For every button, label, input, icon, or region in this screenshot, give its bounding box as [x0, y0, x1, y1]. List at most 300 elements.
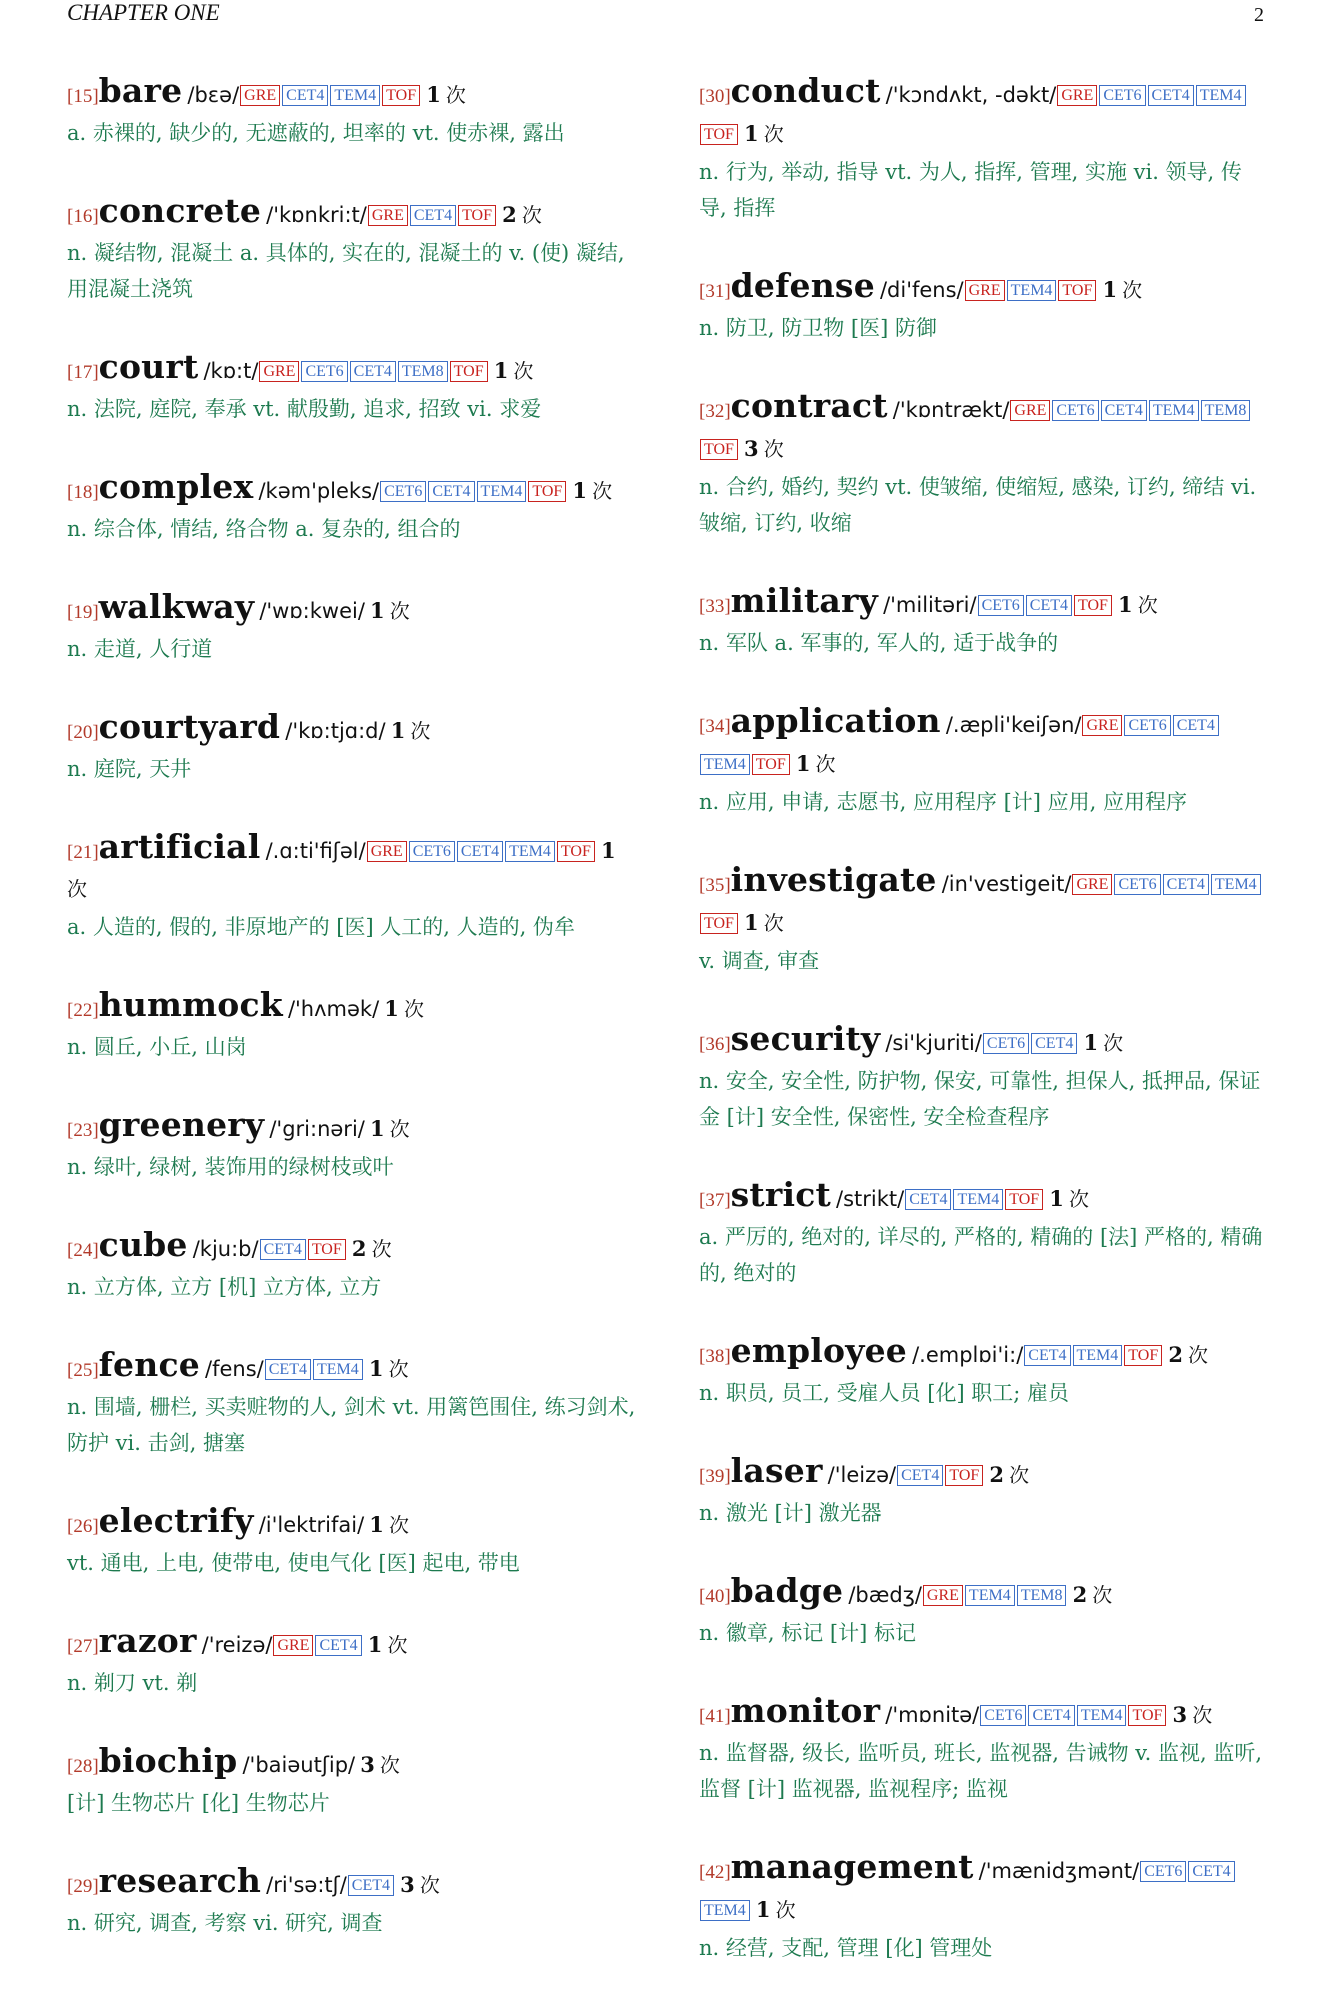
exam-tag-cet4: CET4: [265, 1359, 311, 1380]
definition: n. 经营, 支配, 管理 [化] 管理处: [699, 1936, 993, 1960]
exam-tag-cet6: CET6: [1140, 1861, 1186, 1882]
exam-tag-cet6: CET6: [301, 361, 347, 382]
occurrence-count: 1: [744, 121, 759, 146]
headword: military: [730, 581, 878, 620]
definition: n. 走道, 人行道: [67, 637, 213, 661]
exam-tag-tof: TOF: [1074, 595, 1112, 616]
occurrence-count: 2: [989, 1462, 1004, 1487]
vocab-entry: [699, 1332, 1269, 1411]
exam-tag-tem8: TEM8: [1201, 400, 1251, 421]
page-number: 2: [1254, 4, 1264, 26]
exam-tag-tof: TOF: [1124, 1345, 1162, 1366]
occurrence-count: 2: [502, 202, 517, 227]
exam-tag-cet4: CET4: [1031, 1033, 1077, 1054]
entry-index: [37]: [699, 1190, 731, 1211]
headword: concrete: [98, 191, 262, 230]
exam-tag-tof: TOF: [308, 1239, 346, 1260]
occurrence-unit: 次: [1122, 278, 1143, 302]
entry-headline: [699, 1848, 1269, 1930]
entry-index: [27]: [67, 1636, 99, 1657]
exam-tag-cet4: CET4: [1028, 1705, 1074, 1726]
occurrence-unit: 次: [1137, 593, 1158, 617]
occurrence-unit: 次: [1192, 1703, 1213, 1727]
headword: cube: [98, 1225, 188, 1264]
headword: courtyard: [98, 707, 281, 746]
headword: employee: [730, 1331, 907, 1370]
pronunciation: /i'lektrifai/: [258, 1513, 365, 1537]
entry-headline: [699, 72, 1269, 154]
exam-tag-cet6: CET6: [1124, 715, 1170, 736]
vocab-entry: [699, 861, 1269, 979]
headword: greenery: [98, 1105, 265, 1144]
exam-tag-cet4: CET4: [350, 361, 396, 382]
vocab-entry: [67, 708, 637, 787]
vocab-entry: [67, 1502, 637, 1581]
definition: n. 围墙, 栅栏, 买卖赃物的人, 剑术 vt. 用篱笆围住, 练习剑术, 防护 vi. 击剑, 搪塞: [67, 1395, 636, 1455]
headword: artificial: [98, 827, 261, 866]
headword: walkway: [98, 587, 255, 626]
occurrence-count: 1: [1118, 592, 1133, 617]
exam-tag-tof: TOF: [752, 754, 790, 775]
entry-headline: [67, 1622, 637, 1665]
headword: electrify: [98, 1501, 254, 1540]
entry-headline: [699, 267, 1269, 310]
definition: n. 庭院, 天井: [67, 757, 192, 781]
exam-tag-cet6: CET6: [1114, 874, 1160, 895]
exam-tag-tof: TOF: [528, 481, 566, 502]
exam-tag-cet4: CET4: [348, 1875, 394, 1896]
occurrence-unit: 次: [775, 1898, 796, 1922]
vocab-entry: [699, 1692, 1269, 1807]
occurrence-unit: 次: [521, 203, 542, 227]
occurrence-count: 1: [493, 358, 509, 383]
occurrence-unit: 次: [1068, 1187, 1089, 1211]
occurrence-unit: 次: [379, 1753, 400, 1777]
definition: n. 监督器, 级长, 监听员, 班长, 监视器, 告诫物 v. 监视, 监听, 监督 [计] 监视器, 监视程序; 监视: [699, 1741, 1263, 1801]
occurrence-count: 1: [426, 82, 441, 107]
occurrence-unit: 次: [763, 437, 784, 461]
occurrence-unit: 次: [403, 997, 424, 1021]
occurrence-unit: 次: [763, 911, 784, 935]
vocab-entry: [67, 1346, 637, 1461]
pronunciation: /di'fens/: [879, 278, 964, 302]
entry-index: [15]: [67, 86, 99, 107]
occurrence-count: 1: [795, 751, 811, 776]
pronunciation: /fens/: [205, 1357, 264, 1381]
entry-index: [42]: [699, 1862, 731, 1883]
entry-index: [21]: [67, 842, 99, 863]
occurrence-unit: 次: [387, 1633, 408, 1657]
exam-tag-tof: TOF: [382, 85, 420, 106]
entry-headline: [699, 861, 1269, 943]
exam-tag-tof: TOF: [458, 205, 496, 226]
occurrence-count: 1: [368, 1356, 384, 1381]
exam-tag-cet6: CET6: [380, 481, 426, 502]
occurrence-unit: 次: [445, 83, 466, 107]
occurrence-count: 2: [1168, 1342, 1183, 1367]
exam-tag-cet4: CET4: [1148, 85, 1194, 106]
occurrence-unit: 次: [371, 1237, 392, 1261]
occurrence-count: 1: [369, 1116, 385, 1141]
entry-headline: [67, 828, 637, 909]
entry-index: [18]: [67, 482, 99, 503]
exam-tag-gre: GRE: [923, 1585, 963, 1606]
pronunciation: /'baiəutʃip/: [242, 1753, 356, 1777]
right-column: [699, 72, 1269, 2007]
exam-tag-gre: GRE: [1072, 874, 1112, 895]
vocab-entry: [67, 1622, 637, 1701]
occurrence-count: 3: [400, 1872, 415, 1897]
exam-tag-cet4: CET4: [1163, 874, 1209, 895]
left-column: [67, 72, 637, 1982]
exam-tag-gre: GRE: [1010, 400, 1050, 421]
entry-index: [38]: [699, 1346, 731, 1367]
exam-tag-gre: GRE: [368, 205, 408, 226]
pronunciation: /'kɒ:tjɑ:d/: [285, 719, 386, 743]
occurrence-unit: 次: [419, 1873, 440, 1897]
entry-index: [20]: [67, 722, 99, 743]
exam-tag-cet6: CET6: [1099, 85, 1145, 106]
headword: management: [730, 1847, 974, 1886]
entry-headline: [67, 986, 637, 1029]
exam-tag-cet6: CET6: [409, 841, 455, 862]
entry-headline: [699, 387, 1269, 469]
occurrence-unit: 次: [389, 1117, 410, 1141]
occurrence-count: 1: [1102, 277, 1118, 302]
pronunciation: /.ɑ:ti'fiʃəl/: [265, 839, 366, 863]
headword: conduct: [730, 71, 881, 110]
vocab-entry: [699, 387, 1269, 541]
exam-tag-tem4: TEM4: [1077, 1705, 1127, 1726]
definition: a. 严厉的, 绝对的, 详尽的, 严格的, 精确的 [法] 严格的, 精确的, 绝对的: [699, 1225, 1263, 1285]
exam-tag-tem4: TEM4: [965, 1585, 1015, 1606]
occurrence-unit: 次: [1092, 1583, 1113, 1607]
exam-tag-tem4: TEM4: [953, 1189, 1003, 1210]
entry-headline: [699, 1572, 1269, 1615]
headword: strict: [730, 1175, 831, 1214]
chapter-header: CHAPTER ONE: [67, 0, 220, 25]
definition: n. 圆丘, 小丘, 山岗: [67, 1035, 247, 1059]
pronunciation: /'kɔndʌkt, -dəkt/: [885, 83, 1057, 107]
entry-headline: [67, 1502, 637, 1545]
vocab-entry: [67, 986, 637, 1065]
occurrence-unit: 次: [592, 479, 613, 503]
exam-tag-gre: GRE: [1057, 85, 1097, 106]
exam-tag-tem4: TEM4: [700, 1900, 750, 1921]
vocab-entry: [67, 1106, 637, 1185]
vocab-entry: [67, 468, 637, 547]
exam-tag-cet6: CET6: [978, 595, 1024, 616]
headword: bare: [98, 71, 183, 110]
occurrence-count: 1: [755, 1897, 771, 1922]
entry-headline: [67, 72, 637, 115]
occurrence-count: 1: [600, 838, 616, 863]
definition: n. 法院, 庭院, 奉承 vt. 献殷勤, 追求, 招致 vi. 求爱: [67, 397, 542, 421]
entry-headline: [67, 1742, 637, 1785]
pronunciation: /.æpli'keiʃən/: [945, 713, 1082, 737]
headword: court: [98, 347, 199, 386]
definition: n. 绿叶, 绿树, 装饰用的绿树枝或叶: [67, 1155, 394, 1179]
headword: defense: [730, 266, 875, 305]
vocab-entry: [67, 1742, 637, 1821]
occurrence-count: 1: [384, 996, 399, 1021]
exam-tag-tof: TOF: [1128, 1705, 1166, 1726]
entry-index: [32]: [699, 401, 731, 422]
pronunciation: /'militəri/: [883, 593, 977, 617]
pronunciation: /strikt/: [836, 1187, 905, 1211]
entry-index: [36]: [699, 1034, 731, 1055]
exam-tag-tem8: TEM8: [398, 361, 448, 382]
definition: n. 徽章, 标记 [计] 标记: [699, 1621, 916, 1645]
occurrence-unit: 次: [513, 359, 534, 383]
pronunciation: /'kɒntrækt/: [892, 398, 1010, 422]
headword: fence: [98, 1345, 200, 1384]
exam-tag-cet6: CET6: [980, 1705, 1026, 1726]
exam-tag-tem4: TEM4: [330, 85, 380, 106]
vocab-entry: [67, 192, 637, 307]
pronunciation: /'kɒnkri:t/: [266, 203, 367, 227]
occurrence-count: 1: [1083, 1030, 1099, 1055]
exam-tag-gre: GRE: [965, 280, 1005, 301]
definition: a. 人造的, 假的, 非原地产的 [医] 人工的, 人造的, 伪牟: [67, 915, 576, 939]
definition: n. 军队 a. 军事的, 军人的, 适于战争的: [699, 631, 1059, 655]
headword: security: [730, 1019, 881, 1058]
entry-index: [39]: [699, 1466, 731, 1487]
vocab-entry: [699, 1020, 1269, 1135]
vocab-entry: [699, 582, 1269, 661]
headword: razor: [98, 1621, 197, 1660]
definition: n. 立方体, 立方 [机] 立方体, 立方: [67, 1275, 382, 1299]
definition: n. 剃刀 vt. 剃: [67, 1671, 198, 1695]
exam-tag-gre: GRE: [273, 1635, 313, 1656]
entry-headline: [67, 588, 637, 631]
pronunciation: /bɛə/: [187, 83, 240, 107]
definition: v. 调查, 审查: [699, 949, 820, 973]
entry-headline: [699, 1176, 1269, 1219]
pronunciation: /'mænidʒmənt/: [978, 1859, 1140, 1883]
occurrence-unit: 次: [389, 1513, 410, 1537]
exam-tag-tem4: TEM4: [700, 754, 750, 775]
exam-tag-gre: GRE: [259, 361, 299, 382]
exam-tag-tem4: TEM4: [313, 1359, 363, 1380]
entry-headline: [67, 192, 637, 235]
exam-tag-tem4: TEM4: [1196, 85, 1246, 106]
exam-tag-tem4: TEM4: [1211, 874, 1261, 895]
exam-tag-cet4: CET4: [1026, 595, 1072, 616]
entry-index: [26]: [67, 1516, 99, 1537]
pronunciation: /kju:b/: [192, 1237, 259, 1261]
vocab-entry: [67, 348, 637, 427]
entry-headline: [699, 1020, 1269, 1063]
entry-headline: [67, 708, 637, 751]
vocab-entry: [67, 588, 637, 667]
entry-index: [23]: [67, 1120, 99, 1141]
definition: n. 综合体, 情结, 络合物 a. 复杂的, 组合的: [67, 517, 461, 541]
occurrence-count: 2: [1072, 1582, 1088, 1607]
entry-index: [35]: [699, 875, 731, 896]
definition: n. 安全, 安全性, 防护物, 保安, 可靠性, 担保人, 抵押品, 保证金 [计] 安全性, 保密性, 安全检查程序: [699, 1069, 1261, 1129]
pronunciation: /in'vestigeit/: [941, 872, 1072, 896]
entry-headline: [699, 1692, 1269, 1735]
exam-tag-cet4: CET4: [897, 1465, 943, 1486]
exam-tag-cet4: CET4: [457, 841, 503, 862]
exam-tag-cet6: CET6: [983, 1033, 1029, 1054]
entry-index: [41]: [699, 1706, 731, 1727]
entry-headline: [699, 1452, 1269, 1495]
occurrence-count: 2: [351, 1236, 367, 1261]
entry-index: [31]: [699, 281, 731, 302]
occurrence-count: 1: [572, 478, 587, 503]
pronunciation: /.emplɒi'i:/: [912, 1343, 1024, 1367]
occurrence-count: 1: [390, 718, 406, 743]
occurrence-count: 3: [744, 436, 759, 461]
headword: hummock: [98, 985, 283, 1024]
definition: vt. 通电, 上电, 使带电, 使电气化 [医] 起电, 带电: [67, 1551, 520, 1575]
definition: a. 赤裸的, 缺少的, 无遮蔽的, 坦率的 vt. 使赤裸, 露出: [67, 121, 565, 145]
occurrence-unit: 次: [815, 752, 836, 776]
exam-tag-cet4: CET4: [282, 85, 328, 106]
entry-index: [28]: [67, 1756, 99, 1777]
pronunciation: /'wɒ:kwei/: [259, 599, 365, 623]
vocab-entry: [699, 72, 1269, 226]
headword: investigate: [730, 860, 937, 899]
pronunciation: /kɒ:t/: [203, 359, 259, 383]
entry-index: [22]: [67, 1000, 99, 1021]
vocab-entry: [699, 1848, 1269, 1966]
entry-headline: [699, 702, 1269, 784]
vocab-entry: [67, 828, 637, 945]
occurrence-unit: 次: [67, 877, 87, 901]
exam-tag-cet4: CET4: [905, 1189, 951, 1210]
exam-tag-cet4: CET4: [410, 205, 456, 226]
occurrence-count: 1: [369, 1512, 384, 1537]
exam-tag-cet4: CET4: [1024, 1345, 1070, 1366]
occurrence-unit: 次: [389, 599, 410, 623]
entry-index: [30]: [699, 86, 731, 107]
exam-tag-cet4: CET4: [428, 481, 474, 502]
headword: research: [98, 1861, 262, 1900]
entry-headline: [699, 1332, 1269, 1375]
exam-tag-cet6: CET6: [1052, 400, 1098, 421]
occurrence-unit: 次: [1103, 1031, 1124, 1055]
entry-index: [33]: [699, 596, 731, 617]
exam-tag-tem4: TEM4: [1149, 400, 1199, 421]
pronunciation: /'hʌmək/: [287, 997, 380, 1021]
exam-tag-tof: TOF: [700, 439, 738, 460]
exam-tag-tof: TOF: [700, 913, 738, 934]
vocab-entry: [67, 1226, 637, 1305]
occurrence-unit: 次: [763, 122, 784, 146]
occurrence-count: 1: [370, 598, 385, 623]
occurrence-count: 1: [1049, 1186, 1064, 1211]
occurrence-count: 1: [744, 910, 759, 935]
headword: biochip: [98, 1741, 238, 1780]
occurrence-unit: 次: [1188, 1343, 1209, 1367]
definition: n. 防卫, 防卫物 [医] 防御: [699, 316, 937, 340]
exam-tag-tof: TOF: [450, 361, 488, 382]
entry-index: [40]: [699, 1586, 731, 1607]
definition: n. 凝结物, 混凝土 a. 具体的, 实在的, 混凝土的 v. (使) 凝结, 用混凝土浇筑: [67, 241, 625, 301]
entry-headline: [67, 348, 637, 391]
exam-tag-tof: TOF: [700, 124, 738, 145]
exam-tag-tem4: TEM4: [1073, 1345, 1123, 1366]
vocab-entry: [699, 1452, 1269, 1531]
pronunciation: /si'kjuriti/: [885, 1031, 982, 1055]
entry-index: [25]: [67, 1360, 99, 1381]
exam-tag-tof: TOF: [1058, 280, 1096, 301]
exam-tag-tof: TOF: [1005, 1189, 1043, 1210]
exam-tag-tof: TOF: [557, 841, 595, 862]
entry-headline: [67, 1346, 637, 1389]
entry-headline: [67, 468, 637, 511]
vocab-entry: [699, 267, 1269, 346]
headword: monitor: [730, 1691, 881, 1730]
exam-tag-cet4: CET4: [1101, 400, 1147, 421]
entry-headline: [67, 1862, 637, 1905]
headword: badge: [730, 1571, 844, 1610]
occurrence-unit: 次: [1009, 1463, 1030, 1487]
pronunciation: /kəm'pleks/: [258, 479, 380, 503]
definition: [计] 生物芯片 [化] 生物芯片: [67, 1791, 330, 1815]
occurrence-unit: 次: [410, 719, 431, 743]
pronunciation: /'leizə/: [827, 1463, 897, 1487]
pronunciation: /'reizə/: [201, 1633, 273, 1657]
pronunciation: /'mɒnitə/: [885, 1703, 980, 1727]
definition: n. 应用, 申请, 志愿书, 应用程序 [计] 应用, 应用程序: [699, 790, 1188, 814]
exam-tag-tem4: TEM4: [1007, 280, 1057, 301]
headword: complex: [98, 467, 254, 506]
vocab-entry: [699, 1176, 1269, 1291]
entry-index: [24]: [67, 1240, 99, 1261]
headword: laser: [730, 1451, 823, 1490]
entry-index: [19]: [67, 602, 99, 623]
entry-headline: [67, 1226, 637, 1269]
exam-tag-cet4: CET4: [260, 1239, 306, 1260]
exam-tag-tem4: TEM4: [477, 481, 527, 502]
pronunciation: /'gri:nəri/: [269, 1117, 365, 1141]
definition: n. 合约, 婚约, 契约 vt. 使皱缩, 使缩短, 感染, 订约, 缔结 vi. 皱缩, 订约, 收缩: [699, 475, 1257, 535]
exam-tag-tem8: TEM8: [1017, 1585, 1067, 1606]
occurrence-count: 3: [1172, 1702, 1188, 1727]
exam-tag-gre: GRE: [1082, 715, 1122, 736]
entry-index: [29]: [67, 1876, 99, 1897]
pronunciation: /ri'sə:tʃ/: [266, 1873, 347, 1897]
entry-headline: [699, 582, 1269, 625]
definition: n. 行为, 举动, 指导 vt. 为人, 指挥, 管理, 实施 vi. 领导, 传导, 指挥: [699, 160, 1242, 220]
occurrence-count: 3: [360, 1752, 375, 1777]
entry-index: [34]: [699, 716, 731, 737]
headword: contract: [730, 386, 888, 425]
exam-tag-gre: GRE: [367, 841, 407, 862]
vocab-entry: [67, 1862, 637, 1941]
occurrence-count: 1: [367, 1632, 383, 1657]
definition: n. 研究, 调查, 考察 vi. 研究, 调查: [67, 1911, 383, 1935]
exam-tag-gre: GRE: [240, 85, 280, 106]
definition: n. 职员, 员工, 受雇人员 [化] 职工; 雇员: [699, 1381, 1070, 1405]
vocab-entry: [67, 72, 637, 151]
pronunciation: /bædʒ/: [848, 1583, 922, 1607]
vocab-entry: [699, 1572, 1269, 1651]
entry-headline: [67, 1106, 637, 1149]
headword: application: [730, 701, 941, 740]
definition: n. 激光 [计] 激光器: [699, 1501, 882, 1525]
vocab-entry: [699, 702, 1269, 820]
exam-tag-cet4: CET4: [315, 1635, 361, 1656]
occurrence-unit: 次: [388, 1357, 409, 1381]
exam-tag-tof: TOF: [945, 1465, 983, 1486]
entry-index: [16]: [67, 206, 99, 227]
exam-tag-cet4: CET4: [1188, 1861, 1234, 1882]
